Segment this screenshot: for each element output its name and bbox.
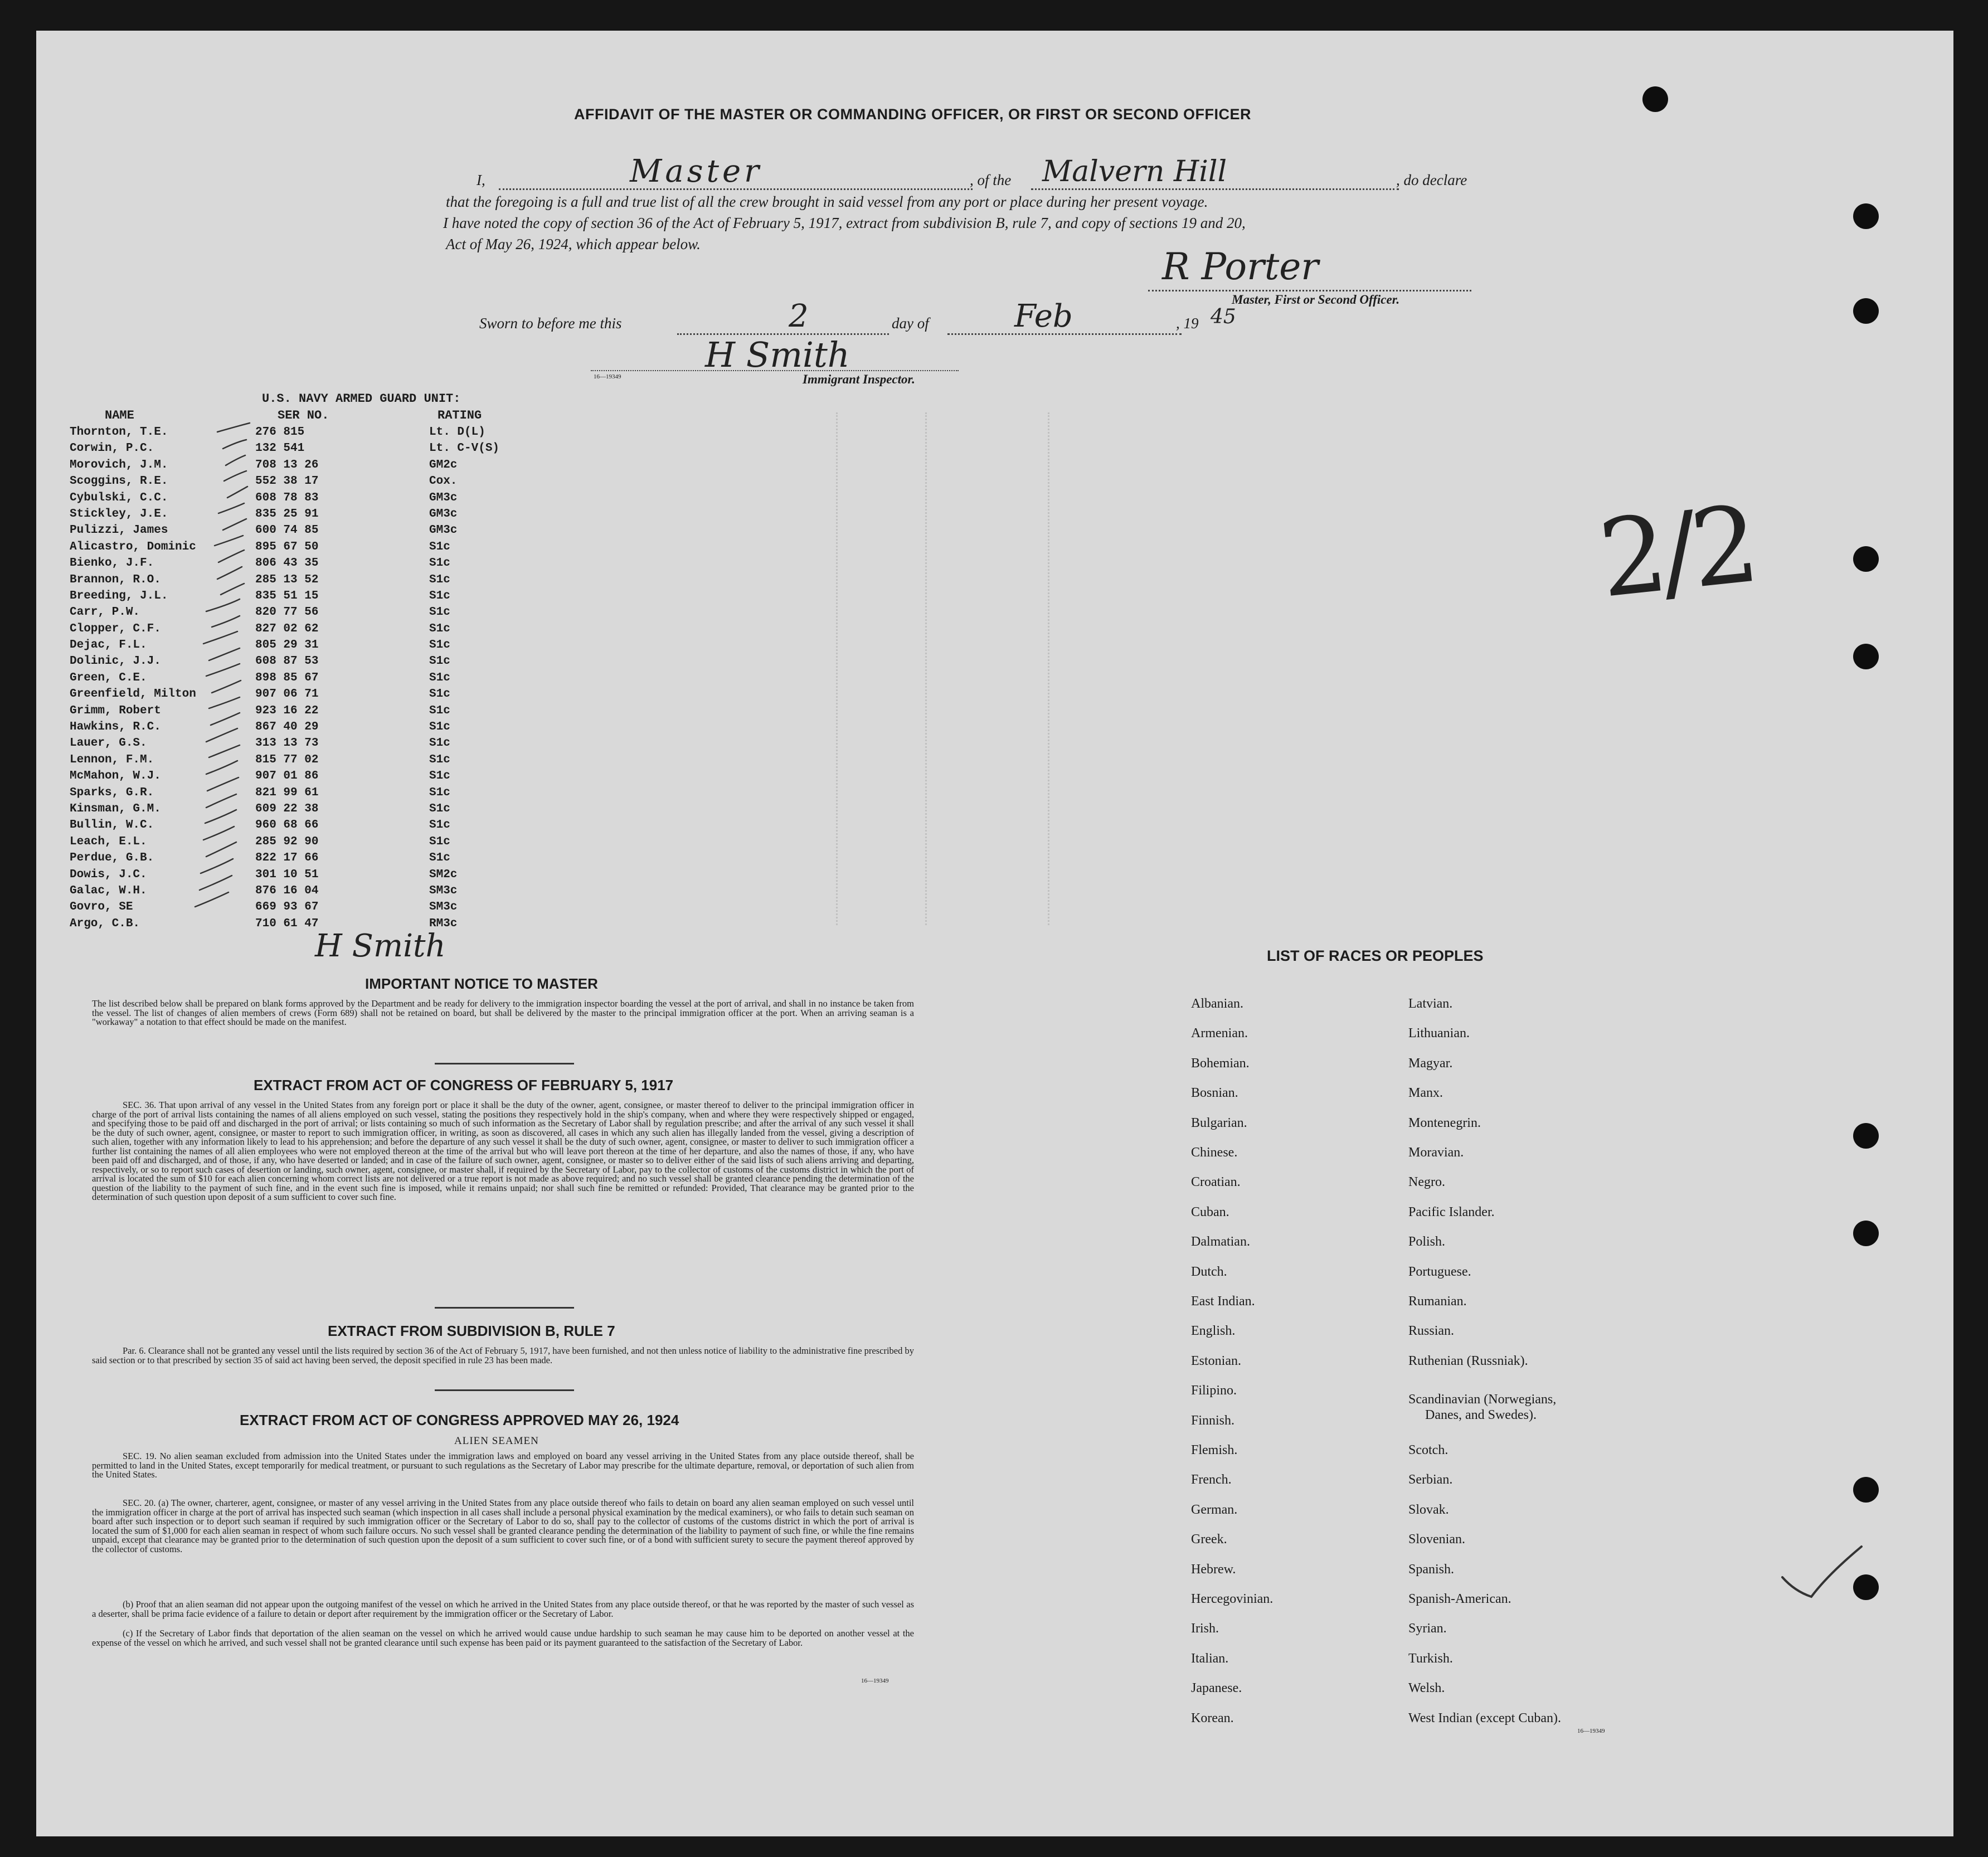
- affidavit-i-label: I,: [477, 172, 485, 188]
- race-item: Dalmatian.: [1191, 1234, 1250, 1250]
- race-item: Japanese.: [1191, 1681, 1242, 1696]
- sec19-text: SEC. 19. No alien seaman excluded from admission into the United States under the immigration laws and employed on board any vessel arriving in the United States from any place outside thereof, shall be permitted to land in the United States, except temporarily for medical treatment, or pursuant to such regulations as the Secretary of Labor may prescribe for the ultimate departure, removal, or deportation of such alien from the United States.: [92, 1451, 914, 1480]
- race-item: Welsh.: [1408, 1681, 1445, 1696]
- inspector-caption: Immigrant Inspector.: [803, 372, 915, 386]
- race-item: East Indian.: [1191, 1294, 1255, 1309]
- crew-row: Cybulski, C.C. 608 78 83 GM3c: [70, 491, 458, 504]
- form-number-races: 16—19349: [1577, 1728, 1605, 1734]
- extract-1917-title: EXTRACT FROM ACT OF CONGRESS OF FEBRUARY 5, 1917: [254, 1077, 674, 1093]
- year-handwritten: 45: [1211, 305, 1236, 328]
- race-item: Negro.: [1408, 1175, 1445, 1190]
- crew-row: Dowis, J.C. 301 10 51 SM2c: [70, 868, 458, 881]
- check-marks: [184, 421, 268, 934]
- race-item: West Indian (except Cuban).: [1408, 1710, 1561, 1725]
- notice-title: IMPORTANT NOTICE TO MASTER: [365, 975, 598, 992]
- races-title: LIST OF RACES OR PEOPLES: [1267, 947, 1484, 964]
- crew-row: Sparks, G.R. 821 99 61 S1c: [70, 786, 450, 799]
- race-item: Spanish.: [1408, 1562, 1455, 1577]
- race-item: Cuban.: [1191, 1204, 1229, 1219]
- crew-row: Brannon, R.O. 285 13 52 S1c: [70, 573, 450, 586]
- crew-unit-header: U.S. NAVY ARMED GUARD UNIT:: [262, 392, 461, 406]
- race-item: Bosnian.: [1191, 1086, 1238, 1101]
- crew-col-rating: RATING: [438, 409, 482, 422]
- inspector-signature: H Smith: [705, 334, 850, 375]
- crew-row: Stickley, J.E. 835 25 91 GM3c: [70, 507, 458, 521]
- race-item: Slovenian.: [1408, 1532, 1465, 1547]
- check-mark-large: [1778, 1544, 1867, 1605]
- race-item: Latvian.: [1408, 996, 1453, 1011]
- crew-row: Grimm, Robert 923 16 22 S1c: [70, 704, 450, 717]
- sec20a-text: SEC. 20. (a) The owner, charterer, agent, consignee, or master of any vessel arriving in the United States from any place outside thereof who fails to detain on board any alien seaman employed on such vessel until the immigration officer in charge at the port of arrival has inspected such seaman (which inspection in all cases shall include a personal physical examination by the medical examiners), or who fails to detain such seaman on board after such inspection or to deport such seaman if required by such immigration officer or the Secretary of Labor to do so, shall pay to the collector of customs of the customs district in which the port of arrival is located the sum of $1,000 for each alien seaman in respect of whom such failure occurs. No such vessel shall be granted clearance pending the determination of the liability to payment of such fine, or while the fine remains unpaid, except that clearance may be granted prior to the determination of such question upon the deposit of a sum sufficient to cover such fine, or of a bond with sufficient surety to secure the payment thereof approved by the collector of customs.: [92, 1498, 914, 1554]
- crew-row: Galac, W.H. 876 16 04 SM3c: [70, 884, 458, 897]
- form-number: 16—19349: [594, 373, 621, 380]
- alien-seamen-subtitle: ALIEN SEAMEN: [454, 1435, 539, 1447]
- punch-hole: [1642, 86, 1668, 112]
- crew-row: Kinsman, G.M. 609 22 38 S1c: [70, 802, 450, 815]
- race-item: Turkish.: [1408, 1651, 1453, 1666]
- race-item: Slovak.: [1408, 1502, 1449, 1517]
- sworn-month-handwritten: Feb: [1014, 298, 1073, 334]
- crew-row: Govro, SE 669 93 67 SM3c: [70, 901, 458, 914]
- affidavit-line-3: I have noted the copy of section 36 of the Act of February 5, 1917, extract from subdivision B, rule 7, and copy of sections 19 and 20,: [443, 215, 1246, 231]
- vessel-line: [1031, 188, 1399, 190]
- crew-row: Scoggins, R.E. 552 38 17 Cox.: [70, 475, 458, 488]
- race-item: Manx.: [1408, 1086, 1443, 1101]
- crew-row: Corwin, P.C. 132 541 Lt. C-V(S): [70, 442, 500, 455]
- race-item: Bulgarian.: [1191, 1115, 1247, 1130]
- race-item: Polish.: [1408, 1234, 1446, 1250]
- race-item: Dutch.: [1191, 1264, 1227, 1279]
- race-item: Chinese.: [1191, 1145, 1238, 1160]
- divider: [435, 1307, 574, 1309]
- sworn-label: Sworn to before me this: [479, 315, 622, 332]
- punch-hole: [1853, 203, 1879, 229]
- faint-column-marks: [836, 412, 1115, 925]
- race-item: Hercegovinian.: [1191, 1592, 1274, 1606]
- crew-col-name: NAME: [105, 409, 134, 422]
- race-item: Lithuanian.: [1408, 1026, 1470, 1041]
- race-item: Spanish-American.: [1408, 1592, 1511, 1606]
- crew-list: [70, 426, 605, 934]
- race-item: Korean.: [1191, 1710, 1234, 1725]
- crew-row: McMahon, W.J. 907 01 86 S1c: [70, 770, 450, 783]
- form-number-bottom: 16—19349: [861, 1678, 889, 1684]
- race-item: Greek.: [1191, 1532, 1227, 1547]
- crew-row: Bienko, J.F. 806 43 35 S1c: [70, 557, 450, 570]
- do-declare-label: , do declare: [1396, 172, 1467, 188]
- crew-row: Hawkins, R.C. 867 40 29 S1c: [70, 721, 450, 734]
- year-prefix: , 19: [1176, 315, 1199, 332]
- race-item: Estonian.: [1191, 1353, 1241, 1368]
- crew-row: Leach, E.L. 285 92 90 S1c: [70, 835, 450, 848]
- race-item: Flemish.: [1191, 1443, 1238, 1457]
- inspector-line: [591, 370, 959, 371]
- race-item: Bohemian.: [1191, 1056, 1250, 1071]
- race-item: Russian.: [1408, 1324, 1455, 1339]
- punch-hole: [1853, 1477, 1879, 1503]
- race-item: Portuguese.: [1408, 1264, 1471, 1279]
- day-of-label: day of: [892, 315, 929, 332]
- affidavit-title: AFFIDAVIT OF THE MASTER OR COMMANDING OFFICER, OR FIRST OR SECOND OFFICER: [574, 106, 1251, 123]
- notice-text: The list described below shall be prepared on blank forms approved by the Department and be ready for delivery to the immigration inspector boarding the vessel at the port of arrival, and shall in no instance be taken from the vessel. The list of changes of alien members of crews (Form 689) shall not be retained on board, but shall be delivered by the master to the principal immigration officer at the port. When an arriving seaman is a "workaway" a notation to that effect should be made on the manifest.: [92, 998, 914, 1027]
- crew-col-no: SER NO.: [278, 409, 329, 422]
- vessel-name-handwritten: Malvern Hill: [1042, 155, 1227, 188]
- punch-hole: [1853, 546, 1879, 572]
- of-the-label: , of the: [970, 172, 1012, 188]
- master-name-handwritten: Master: [630, 153, 762, 189]
- crew-row: Alicastro, Dominic 895 67 50 S1c: [70, 540, 450, 553]
- race-item: Ruthenian (Russniak).: [1408, 1353, 1528, 1368]
- race-item: Danes, and Swedes).: [1425, 1408, 1537, 1422]
- crew-row: Breeding, J.L. 835 51 15 S1c: [70, 589, 450, 602]
- rule7-title: EXTRACT FROM SUBDIVISION B, RULE 7: [328, 1323, 615, 1339]
- race-item: Syrian.: [1408, 1621, 1447, 1636]
- extract-1924-title: EXTRACT FROM ACT OF CONGRESS APPROVED MAY 26, 1924: [240, 1412, 679, 1428]
- race-item: Moravian.: [1408, 1145, 1464, 1160]
- sworn-day-handwritten: 2: [789, 298, 809, 334]
- race-item: Magyar.: [1408, 1056, 1453, 1071]
- race-item: Irish.: [1191, 1621, 1219, 1636]
- race-item: Croatian.: [1191, 1175, 1241, 1190]
- crew-row: Greenfield, Milton 907 06 71 S1c: [70, 688, 450, 701]
- race-item: German.: [1191, 1502, 1238, 1517]
- extract-1917-text: SEC. 36. That upon arrival of any vessel in the United States from any foreign port or place it shall be the duty of the owner, agent, consignee, or master thereof to deliver to the principal immigration officer in charge of the port of arrival lists containing the names of all aliens employed on such vessel, stating the positions they respectively hold in the ship's company, when and where they were respectively shipped or engaged, and specifying those to be paid off and discharged in the port of arrival; or lists containing so much of such information as the Secretary of Labor shall by regulation prescribe; and after the arrival of any such vessel it shall be the duty of such owner, agent, consignee, or master to report to such immigration officer, in writing, as soon as discovered, all cases in which any such alien has illegally landed from the vessel, giving a description of such alien, together with any information likely to lead to his apprehension; and before the departure of any such vessel it shall be the duty of such owner, agent, consignee, or master to deliver to such immigration officer a further list containing the names of all alien employees who were not employed thereon at the time of the arrival but who will leave port thereon at the time of her departure, and also the names of those, if any, who have been paid off and discharged, and of those, if any, who have deserted or landed; and in case of the failure of such owner, agent, consignee, or master so to deliver either of the said lists of such aliens arriving and departing, respectively, or so to report such cases of desertion or landing, such owner, agent, consignee, or master shall, if required by the Secretary of Labor, pay to the collector of customs of the customs district in which the port of arrival is located the sum of $10 for each alien concerning whom correct lists are not delivered or a true report is not made as above required; and no such vessel shall be granted clearance pending the determination of the question of the liability to the payment of such fine, and in the event such fine is imposed, while it remains unpaid; nor shall such fine be remitted or refunded: Provided, That clearance may be granted prior to the determination of such question upon deposit of a sum sufficient to cover such fine.: [92, 1100, 914, 1202]
- crew-row: Bullin, W.C. 960 68 66 S1c: [70, 819, 450, 832]
- race-item: Filipino.: [1191, 1383, 1237, 1398]
- race-item: Hebrew.: [1191, 1562, 1236, 1577]
- crew-row: Carr, P.W. 820 77 56 S1c: [70, 606, 450, 619]
- punch-hole: [1853, 644, 1879, 669]
- divider: [435, 1389, 574, 1391]
- crew-row: Pulizzi, James 600 74 85 GM3c: [70, 524, 458, 537]
- crew-row: Morovich, J.M. 708 13 26 GM2c: [70, 458, 458, 471]
- race-item: Albanian.: [1191, 996, 1243, 1011]
- rule7-text: Par. 6. Clearance shall not be granted any vessel until the lists required by section 36 of the Act of February 5, 1917, have been furnished, and not then unless notice of liability to the administrative fine prescribed by said section or to that prescribed by section 35 of said act having been served, the deposit specified in rule 23 has been made.: [92, 1345, 915, 1365]
- signature-caption: Master, First or Second Officer.: [1232, 293, 1400, 307]
- punch-hole: [1853, 1123, 1879, 1149]
- crew-row: Lennon, F.M. 815 77 02 S1c: [70, 753, 450, 766]
- divider: [435, 1063, 574, 1064]
- signature-line: [1148, 290, 1471, 291]
- crew-row: Green, C.E. 898 85 67 S1c: [70, 671, 450, 684]
- sec20b-text: (b) Proof that an alien seaman did not appear upon the outgoing manifest of the vessel on which he arrived in the United States from any place outside thereof, or that he was reported by the master of such vessel as a deserter, shall be prima facie evidence of a failure to detain or deport after requirement by the immigration officer or the Secretary of Labor.: [92, 1599, 914, 1619]
- race-item: English.: [1191, 1324, 1236, 1339]
- page-count-mark: 2/2: [1593, 483, 1759, 621]
- affidavit-line-4: Act of May 26, 1924, which appear below.: [446, 236, 701, 252]
- sec20c-text: (c) If the Secretary of Labor finds that deportation of the alien seaman on the vessel on which he arrived would cause undue hardship to such seaman he may cause him to be deported on another vessel at the expense of the vessel on which he arrived, and such vessel shall not be granted clearance until such expense has been paid or its payment guaranteed to the satisfaction of the Secretary of Labor.: [92, 1628, 914, 1648]
- race-item: Pacific Islander.: [1408, 1204, 1495, 1219]
- crew-row: Lauer, G.S. 313 13 73 S1c: [70, 737, 450, 750]
- race-item: Italian.: [1191, 1651, 1229, 1666]
- punch-hole: [1853, 1221, 1879, 1246]
- race-item: Scotch.: [1408, 1443, 1449, 1457]
- race-item: Scandinavian (Norwegians,: [1408, 1392, 1557, 1407]
- crew-row: Argo, C.B. 710 61 47 RM3c: [70, 917, 458, 930]
- crew-row: Thornton, T.E. 276 815 Lt. D(L): [70, 426, 485, 439]
- crew-row: Dejac, F.L. 805 29 31 S1c: [70, 639, 450, 652]
- race-item: French.: [1191, 1472, 1232, 1487]
- crew-row: Clopper, C.F. 827 02 62 S1c: [70, 622, 450, 635]
- race-item: Rumanian.: [1408, 1294, 1467, 1309]
- race-item: Armenian.: [1191, 1026, 1248, 1041]
- punch-hole: [1853, 298, 1879, 324]
- crew-row: Perdue, G.B. 822 17 66 S1c: [70, 852, 450, 865]
- crew-row: Dolinic, J.J. 608 87 53 S1c: [70, 655, 450, 668]
- crew-closing-signature: H Smith: [315, 928, 446, 964]
- race-item: Serbian.: [1408, 1472, 1453, 1487]
- race-item: Finnish.: [1191, 1413, 1235, 1428]
- race-item: Montenegrin.: [1408, 1115, 1481, 1130]
- affidavit-line-2: that the foregoing is a full and true list of all the crew brought in said vessel from any port or place during her present voyage.: [446, 193, 1208, 210]
- master-signature: R Porter: [1162, 245, 1319, 288]
